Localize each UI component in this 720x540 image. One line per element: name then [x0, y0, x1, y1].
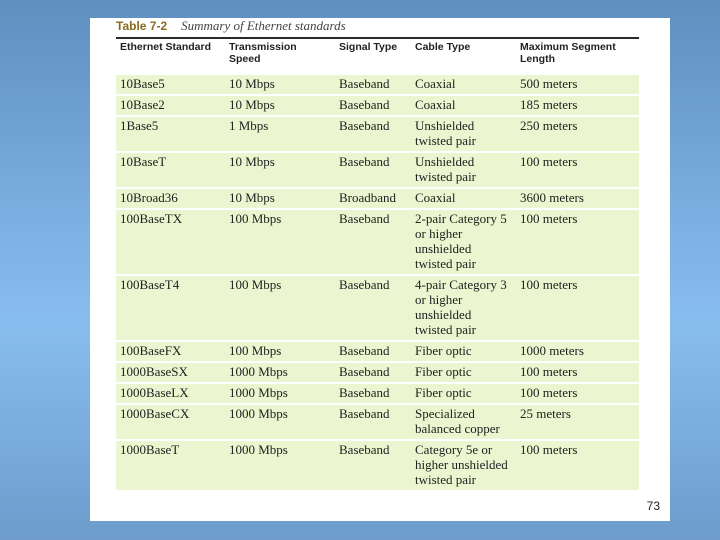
table-row	[116, 276, 639, 340]
table-cell: Baseband	[335, 363, 411, 382]
table-caption	[116, 18, 346, 34]
table-cell: 1 Mbps	[225, 117, 335, 151]
table-row	[116, 75, 639, 94]
table-row	[116, 441, 639, 490]
table-cell: Baseband	[335, 96, 411, 115]
table-cell: 100 meters	[516, 153, 639, 187]
table-cell: Baseband	[335, 342, 411, 361]
table-cell: Fiber optic	[411, 363, 516, 382]
table-row	[116, 189, 639, 208]
table-cell: 1000BaseSX	[116, 363, 225, 382]
table-body	[116, 75, 639, 490]
ethernet-standards-table	[116, 39, 639, 492]
table-cell: 25 meters	[516, 405, 639, 439]
page-number: 73	[646, 499, 660, 513]
table-cell: 100BaseFX	[116, 342, 225, 361]
table-cell: 10BaseT	[116, 153, 225, 187]
table-cell: 2-pair Category 5 or higher unshielded twisted pair	[411, 210, 516, 274]
table-row	[116, 117, 639, 151]
table-cell: 10 Mbps	[225, 189, 335, 208]
table-cell: 1000 Mbps	[225, 441, 335, 490]
table-cell: 10Base5	[116, 75, 225, 94]
table-row	[116, 405, 639, 439]
table-cell: 100 meters	[516, 441, 639, 490]
table-cell: Baseband	[335, 384, 411, 403]
table-cell: 1000BaseT	[116, 441, 225, 490]
header-row	[116, 41, 639, 73]
table-cell: 100 meters	[516, 276, 639, 340]
table-cell: 1000BaseLX	[116, 384, 225, 403]
table-cell: Baseband	[335, 405, 411, 439]
table-cell: 100 Mbps	[225, 210, 335, 274]
table-cell: 1000 Mbps	[225, 384, 335, 403]
table-cell: 10Base2	[116, 96, 225, 115]
table-cell: Fiber optic	[411, 384, 516, 403]
table-cell: 100 meters	[516, 384, 639, 403]
table-sheet	[90, 18, 670, 521]
table-cell: 1Base5	[116, 117, 225, 151]
table-row	[116, 384, 639, 403]
table-cell: Baseband	[335, 117, 411, 151]
table-cell: Coaxial	[411, 96, 516, 115]
table-cell: 10 Mbps	[225, 75, 335, 94]
column-header: Maximum Segment Length	[516, 41, 639, 73]
column-header: Ethernet Standard	[116, 41, 225, 73]
table-row	[116, 153, 639, 187]
table-cell: 100BaseT4	[116, 276, 225, 340]
table-cell: Baseband	[335, 75, 411, 94]
table-cell: Baseband	[335, 153, 411, 187]
table-cell: 10 Mbps	[225, 153, 335, 187]
table-cell: Broadband	[335, 189, 411, 208]
table-cell: Category 5e or higher unshielded twisted pair	[411, 441, 516, 490]
table-cell: Unshielded twisted pair	[411, 153, 516, 187]
table-cell: 185 meters	[516, 96, 639, 115]
column-header: Cable Type	[411, 41, 516, 73]
table-cell: Baseband	[335, 276, 411, 340]
table-cell: Specialized balanced copper	[411, 405, 516, 439]
table-cell: Coaxial	[411, 75, 516, 94]
table-row	[116, 342, 639, 361]
table-row	[116, 363, 639, 382]
table-cell: 100 Mbps	[225, 342, 335, 361]
table-title: Summary of Ethernet standards	[181, 18, 346, 33]
table-cell: 10 Mbps	[225, 96, 335, 115]
table-cell: 1000 Mbps	[225, 405, 335, 439]
column-header: Transmission Speed	[225, 41, 335, 73]
table-cell: 3600 meters	[516, 189, 639, 208]
table-cell: Baseband	[335, 441, 411, 490]
table-cell: 1000BaseCX	[116, 405, 225, 439]
table-cell: 500 meters	[516, 75, 639, 94]
table-cell: 100 meters	[516, 210, 639, 274]
table-cell: 10Broad36	[116, 189, 225, 208]
table-cell: Fiber optic	[411, 342, 516, 361]
table-cell: 4-pair Category 3 or higher unshielded twisted pair	[411, 276, 516, 340]
table-cell: 100BaseTX	[116, 210, 225, 274]
table-row	[116, 210, 639, 274]
table-cell: Coaxial	[411, 189, 516, 208]
table-cell: Unshielded twisted pair	[411, 117, 516, 151]
table-cell: Baseband	[335, 210, 411, 274]
table-cell: 100 Mbps	[225, 276, 335, 340]
table-cell: 100 meters	[516, 363, 639, 382]
table-cell: 1000 Mbps	[225, 363, 335, 382]
table-cell: 1000 meters	[516, 342, 639, 361]
table-row	[116, 96, 639, 115]
table-number: Table 7-2	[116, 19, 168, 33]
table-cell: 250 meters	[516, 117, 639, 151]
column-header: Signal Type	[335, 41, 411, 73]
